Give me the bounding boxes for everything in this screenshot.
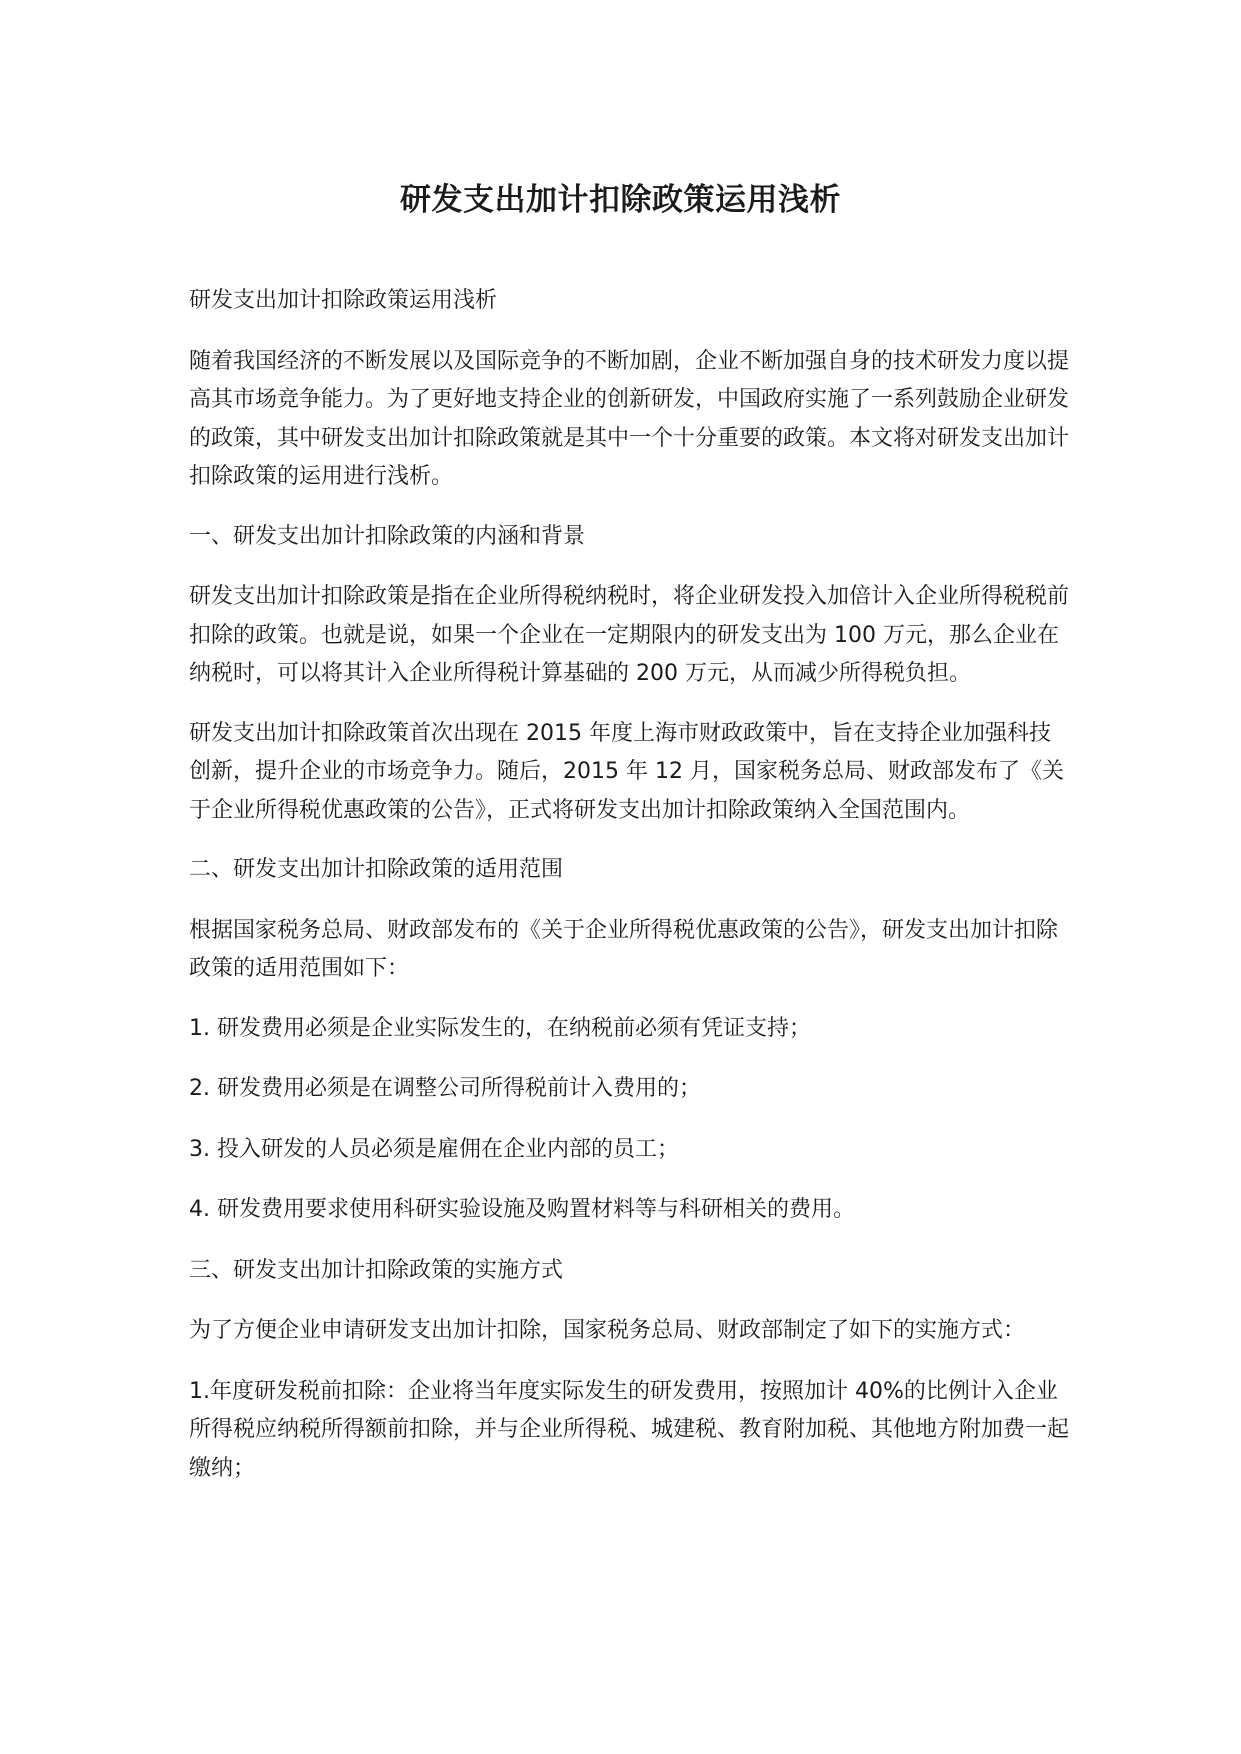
list-item: 2. 研发费用必须是在调整公司所得税前计入费用的； [189, 1076, 701, 1101]
list-item: 1. 研发费用必须是企业实际发生的，在纳税前必须有凭证支持； [189, 1015, 811, 1041]
list-item: 4. 研发费用要求使用科研实验设施及购置材料等与科研相关的费用。 [189, 1197, 855, 1222]
list-item: 1.年度研发税前扣除：企业将当年度实际发生的研发费用，按照加计 40%的比例计入企业所得税应纳税所得额前扣除，并与企业所得税、城建税、教育附加税、其他地方附加费一起缴纳； [189, 1378, 1070, 1481]
subtitle-paragraph: 研发支出加计扣除政策运用浅析 [189, 288, 498, 313]
section-heading-3: 三、研发支出加计扣除政策的实施方式 [189, 1257, 564, 1283]
list-item: 3. 投入研发的人员必须是雇佣在企业内部的员工； [189, 1136, 679, 1162]
section-heading-1: 一、研发支出加计扣除政策的内涵和背景 [189, 523, 586, 549]
intro-paragraph: 随着我国经济的不断发展以及国际竞争的不断加剧，企业不断加强自身的技术研发力度以提高其市场竞争能力。为了更好地支持企业的创新研发，中国政府实施了一系列鼓励企业研发的政策，其中研发支出加计扣除政策就是其中一个十分重要的政策。本文将对研发支出加计扣除政策的运用进行浅析。 [189, 348, 1070, 489]
body-paragraph: 根据国家税务总局、财政部发布的《关于企业所得税优惠政策的公告》，研发支出加计扣除政策的适用范围如下： [189, 917, 1059, 981]
document-title: 研发支出加计扣除政策运用浅析 [400, 182, 841, 218]
document-body [189, 282, 1069, 1509]
section-heading-2: 二、研发支出加计扣除政策的适用范围 [189, 857, 564, 882]
body-paragraph: 为了方便企业申请研发支出加计扣除，国家税务总局、财政部制定了如下的实施方式： [189, 1318, 1026, 1343]
body-paragraph: 研发支出加计扣除政策首次出现在 2015 年度上海市财政政策中，旨在支持企业加强科技创新，提升企业的市场竞争力。随后，2015 年 12 月，国家税务总局、财政部发布了《关于企业所得税优惠政策的公告》，正式将研发支出加计扣除政策纳入全国范围内。 [189, 720, 1064, 823]
body-paragraph: 研发支出加计扣除政策是指在企业所得税纳税时，将企业研发投入加倍计入企业所得税税前扣除的政策。也就是说，如果一个企业在一定期限内的研发支出为 100 万元，那么企业在纳税时，可以将其计入企业所得税计算基础的 200 万元，从而减少所得税负担。 [189, 584, 1070, 686]
